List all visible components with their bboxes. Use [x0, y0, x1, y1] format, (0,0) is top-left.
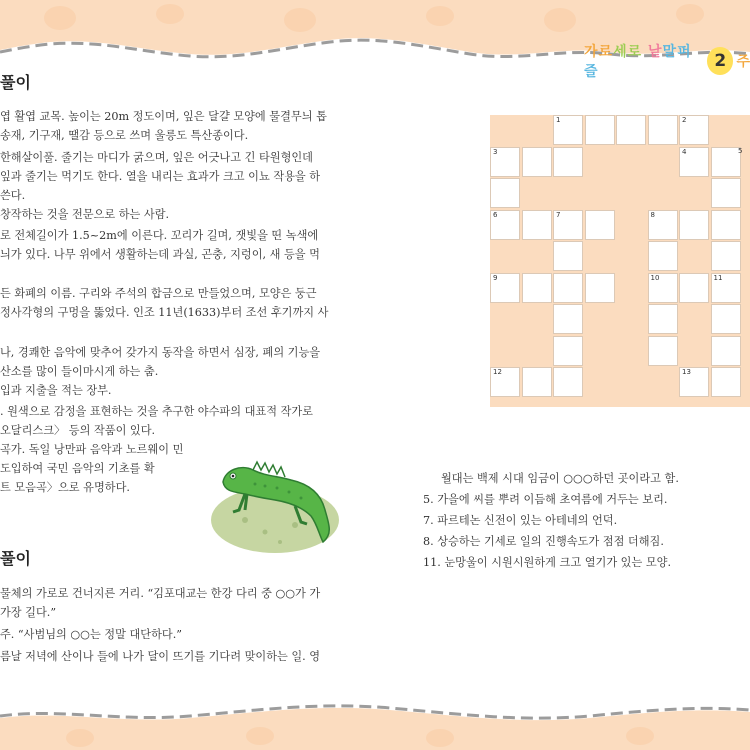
across-clue-line: 쓴다.	[0, 189, 26, 202]
crossword-cell[interactable]	[711, 178, 741, 208]
crossword-cell[interactable]	[490, 367, 520, 397]
crossword-cell[interactable]	[616, 115, 646, 145]
crossword-cell[interactable]	[648, 241, 678, 271]
down-clue-line: 가장 길다.”	[0, 606, 57, 619]
across-clue-line: 오달리스크〉 등의 작품이 있다.	[0, 424, 156, 437]
crossword-cell[interactable]	[522, 147, 552, 177]
crossword-cell[interactable]	[490, 273, 520, 303]
crossword-cell[interactable]	[711, 367, 741, 397]
down-heading: 풀이	[0, 549, 31, 568]
crossword-cell[interactable]	[711, 210, 741, 240]
bottom-decorative-band	[0, 700, 750, 750]
crossword-cell[interactable]	[553, 115, 583, 145]
down-clue-line: 주. “사범님의 ○○는 정말 대단하다.”	[0, 628, 182, 641]
crossword-cell[interactable]	[553, 336, 583, 366]
cell-number: 10	[650, 273, 660, 282]
across-clue-line: 산소를 많이 들이마시게 하는 춤.	[0, 365, 159, 378]
chapter-number-badge: 2	[707, 47, 733, 75]
cell-number: 1	[556, 116, 561, 124]
across-clue-line: 창작하는 것을 전문으로 하는 사람.	[0, 208, 170, 221]
crossword-cell[interactable]	[679, 273, 709, 303]
crossword-cell[interactable]	[490, 178, 520, 208]
cell-number: 5	[738, 146, 743, 155]
crossword-cell[interactable]	[553, 147, 583, 177]
across-clue-line: 한해살이풀. 줄기는 마디가 굵으며, 잎은 어긋나고 긴 타원형인데	[0, 151, 313, 164]
crossword-cell[interactable]	[679, 115, 709, 145]
crossword-cell[interactable]	[679, 210, 709, 240]
across-clue-line: 늬가 있다. 나무 위에서 생활하는데 과실, 곤충, 지렁이, 새 등을 먹	[0, 248, 320, 261]
across-clue-line: 엽 활엽 교목. 높이는 20m 정도이며, 잎은 달걀 모양에 물결무늬 톱	[0, 110, 327, 123]
crossword-cell[interactable]	[522, 367, 552, 397]
across-clue-line: 잎과 줄기는 먹기도 한다. 열을 내리는 효과가 크고 이뇨 작용을 하	[0, 170, 321, 183]
crossword-cell[interactable]	[553, 241, 583, 271]
cell-number: 7	[556, 210, 561, 219]
crossword-cell[interactable]	[553, 273, 583, 303]
crossword-cell[interactable]	[490, 210, 520, 240]
crossword-cell[interactable]	[553, 367, 583, 397]
across-clue-line: 정사각형의 구멍을 뚫었다. 인조 11년(1633)부터 조선 후기까지 사	[0, 306, 329, 319]
right-clue-line: 7. 파르테논 신전이 있는 아테네의 언덕.	[423, 514, 618, 527]
cell-number: 12	[493, 368, 502, 376]
crossword-cell[interactable]	[648, 115, 678, 145]
crossword-cell[interactable]	[648, 304, 678, 334]
across-clue-line: 송재, 기구재, 땔감 등으로 쓰며 울릉도 특산종이다.	[0, 129, 249, 142]
crossword-cell[interactable]	[679, 147, 709, 177]
cell-number: 13	[682, 368, 691, 376]
cell-number: 9	[493, 273, 498, 282]
crossword-cell[interactable]	[648, 336, 678, 366]
crossword-cell[interactable]	[585, 115, 615, 145]
crossword-cell[interactable]	[648, 273, 678, 303]
crossword-grid	[490, 115, 750, 407]
crossword-cell[interactable]	[553, 210, 583, 240]
chapter-header	[584, 44, 750, 80]
across-clue-line: 입과 지출을 적는 장부.	[0, 384, 112, 397]
across-clue-line: 트 모음곡〉으로 유명하다.	[0, 481, 130, 494]
right-clue-line: 11. 눈망울이 시원시원하게 크고 열기가 있는 모양.	[423, 556, 672, 569]
crossword-cell[interactable]	[711, 304, 741, 334]
across-clue-line: 도입하여 국민 음악의 기초를 확	[0, 462, 155, 475]
cell-number: 4	[682, 147, 687, 156]
cell-number: 2	[682, 116, 687, 124]
right-clue-line: 월대는 백제 시대 임금이 ○○○하던 곳이라고 함.	[441, 472, 679, 485]
crossword-cell[interactable]	[711, 273, 741, 303]
crossword-cell[interactable]	[711, 241, 741, 271]
crossword-cell[interactable]	[711, 147, 741, 177]
chapter-title: 가로세로 낱말퍼즐	[584, 44, 692, 80]
right-clue-line: 5. 가을에 씨를 뿌려 이듬해 초여름에 거두는 보리.	[423, 493, 668, 506]
crossword-cell[interactable]	[553, 304, 583, 334]
crossword-cell[interactable]	[585, 273, 615, 303]
crossword-cell[interactable]	[585, 210, 615, 240]
cell-number: 8	[650, 210, 655, 219]
lizard-illustration	[205, 450, 345, 555]
crossword-cell[interactable]	[679, 367, 709, 397]
crossword-cell[interactable]	[522, 210, 552, 240]
down-clue-line: 물체의 가로로 건너지른 거리. “김포대교는 한강 다리 중 ○○가 가	[0, 587, 321, 600]
cell-number: 11	[713, 273, 723, 282]
across-clue-line: 나, 경쾌한 음악에 맞추어 갖가지 동작을 하면서 심장, 폐의 기능을	[0, 346, 321, 359]
across-heading: 풀이	[0, 73, 31, 92]
crossword-cell[interactable]	[648, 210, 678, 240]
chapter-tail-text: 주	[736, 54, 750, 70]
across-clue-line: 로 전체길이가 1.5~2m에 이른다. 꼬리가 길며, 잿빛을 띤 녹색에	[0, 229, 319, 242]
across-clue-line: . 원색으로 감정을 표현하는 것을 추구한 야수파의 대표적 작가로	[0, 405, 313, 418]
right-clue-line: 8. 상승하는 기세로 일의 진행속도가 점점 더해짐.	[423, 535, 664, 548]
crossword-cell[interactable]	[490, 147, 520, 177]
cell-number: 3	[493, 147, 498, 156]
across-clue-line: 든 화폐의 이름. 구리와 주석의 합금으로 만들었으며, 모양은 둥근	[0, 287, 317, 300]
down-clue-line: 름날 저녁에 산이나 들에 나가 달이 뜨기를 기다려 맞이하는 일. 영	[0, 650, 321, 663]
cell-number: 6	[493, 210, 498, 219]
crossword-cell[interactable]	[522, 273, 552, 303]
across-clue-line: 곡가. 독일 낭만파 음악과 노르웨이 민	[0, 443, 184, 456]
crossword-cell[interactable]	[711, 336, 741, 366]
